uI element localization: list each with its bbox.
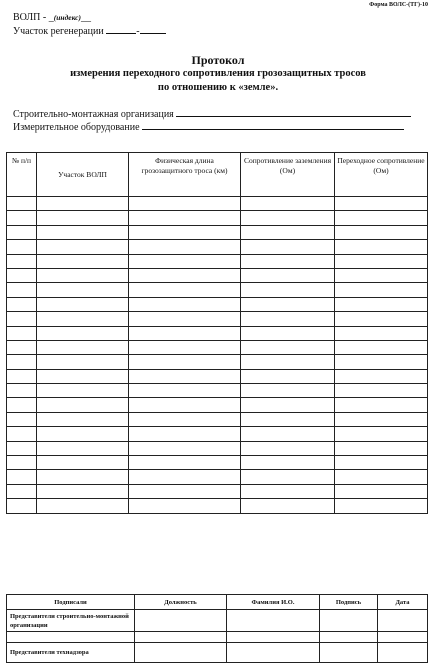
table-cell[interactable] [37,398,129,412]
table-cell[interactable] [335,484,428,498]
sig-cell[interactable] [378,643,428,663]
table-cell[interactable] [7,412,37,426]
equipment-blank[interactable] [142,121,404,130]
table-cell[interactable] [335,197,428,211]
col-header-cable-length: Физическая длина грозозащитного троса (км) [129,153,241,197]
table-cell[interactable] [335,412,428,426]
table-cell[interactable] [7,340,37,354]
table-cell[interactable] [335,384,428,398]
table-cell[interactable] [7,456,37,470]
sig-cell[interactable] [135,610,227,632]
table-cell[interactable] [37,384,129,398]
table-cell[interactable] [37,225,129,239]
table-cell[interactable] [37,240,129,254]
signature-row-contractor [7,610,428,632]
table-cell[interactable] [37,355,129,369]
table-cell[interactable] [129,297,241,311]
signature-row-supervision [7,643,428,663]
organization-field [13,108,411,120]
table-cell[interactable] [129,398,241,412]
document-title: Протокол [191,53,245,67]
table-cell[interactable] [7,398,37,412]
document-subtitle-1: измерения переходного сопротивления грозозащитных тросов [70,68,366,79]
volp-line [13,12,91,23]
col-header-ground-resistance: Сопротивление заземления (Ом) [241,153,335,197]
table-cell[interactable] [241,499,335,513]
table-row [7,499,428,513]
table-cell[interactable] [37,499,129,513]
table-cell[interactable] [129,340,241,354]
table-cell[interactable] [37,197,129,211]
table-cell[interactable] [7,283,37,297]
organization-label: Строительно-монтажная организация [13,109,174,120]
table-cell[interactable] [335,470,428,484]
table-cell[interactable] [129,384,241,398]
table-cell[interactable] [129,441,241,455]
table-cell[interactable] [129,470,241,484]
col-header-transient-resistance: Переходное сопротивление (Ом) [335,153,428,197]
table-row [7,484,428,498]
sig-cell[interactable] [227,610,320,632]
equipment-field [13,121,404,133]
measurement-table-body [7,197,428,514]
table-cell[interactable] [129,326,241,340]
signature-header [7,595,428,610]
sig-header-signature: Подпись [320,595,378,610]
table-cell[interactable] [241,456,335,470]
section-blank-start[interactable] [106,24,136,34]
table-cell[interactable] [241,240,335,254]
form-code: Форма ВОЛС-(ТГ)-10 [369,2,428,8]
sig-cell[interactable] [135,643,227,663]
table-cell[interactable] [7,240,37,254]
table-row [7,312,428,326]
table-cell[interactable] [335,283,428,297]
sig-cell[interactable] [227,632,320,643]
table-cell[interactable] [7,197,37,211]
table-row [7,197,428,211]
table-cell[interactable] [7,211,37,225]
table-cell[interactable] [7,441,37,455]
table-cell[interactable] [241,211,335,225]
table-cell[interactable] [129,499,241,513]
table-cell[interactable] [335,355,428,369]
table-cell[interactable] [335,211,428,225]
table-cell[interactable] [335,499,428,513]
table-cell[interactable] [7,427,37,441]
sig-cell[interactable] [320,632,378,643]
table-cell[interactable] [129,456,241,470]
table-cell[interactable] [335,427,428,441]
table-cell[interactable] [7,268,37,282]
table-cell[interactable] [335,254,428,268]
table-cell[interactable] [241,441,335,455]
table-cell[interactable] [335,456,428,470]
table-row [7,412,428,426]
table-cell[interactable] [241,427,335,441]
table-row [7,211,428,225]
table-row [7,225,428,239]
table-cell[interactable] [241,484,335,498]
volp-prefix: ВОЛП - _ [13,12,54,23]
sig-cell[interactable] [378,632,428,643]
table-cell[interactable] [241,197,335,211]
table-cell[interactable] [7,384,37,398]
table-cell[interactable] [241,225,335,239]
volp-index: (индекс) [53,13,81,22]
table-cell[interactable] [37,312,129,326]
table-cell[interactable] [241,268,335,282]
table-cell[interactable] [129,268,241,282]
table-cell[interactable] [335,240,428,254]
table-cell[interactable] [129,355,241,369]
table-row [7,384,428,398]
section-blank-end[interactable] [140,24,166,34]
table-row [7,297,428,311]
table-cell[interactable] [335,340,428,354]
table-cell[interactable] [335,297,428,311]
table-cell[interactable] [335,225,428,239]
table-cell[interactable] [335,268,428,282]
table-row [7,456,428,470]
table-cell[interactable] [241,369,335,383]
table-row [7,283,428,297]
table-cell[interactable] [7,254,37,268]
table-cell[interactable] [7,484,37,498]
table-cell[interactable] [241,312,335,326]
col-header-section: Участок ВОЛП [37,153,129,197]
document-subtitle-2: по отношению к «земле». [157,82,279,93]
table-cell[interactable] [7,326,37,340]
table-row [7,268,428,282]
sig-cell[interactable] [378,610,428,632]
table-row [7,340,428,354]
table-cell[interactable] [241,340,335,354]
table-cell[interactable] [129,412,241,426]
table-row [7,326,428,340]
sig-row-label-supervision: Представители технадзора [7,643,135,663]
table-cell[interactable] [37,211,129,225]
section-sep: - [136,26,140,37]
table-cell[interactable] [37,297,129,311]
table-cell[interactable] [335,326,428,340]
table-cell[interactable] [129,312,241,326]
equipment-label: Измерительное оборудование [13,122,140,133]
table-cell[interactable] [129,427,241,441]
table-cell[interactable] [241,355,335,369]
signature-row-spacer [7,632,428,643]
signature-table [6,594,428,663]
table-cell[interactable] [241,326,335,340]
measurement-table [6,152,428,514]
table-cell[interactable] [7,369,37,383]
table-cell[interactable] [37,412,129,426]
table-row [7,355,428,369]
table-row [7,369,428,383]
sig-header-name: Фамилия И.О. [227,595,320,610]
table-cell[interactable] [129,283,241,297]
table-row [7,427,428,441]
sig-cell[interactable] [320,643,378,663]
table-cell[interactable] [7,499,37,513]
sig-header-date: Дата [378,595,428,610]
table-cell[interactable] [7,470,37,484]
table-cell[interactable] [37,470,129,484]
table-row [7,240,428,254]
table-cell[interactable] [335,398,428,412]
table-cell[interactable] [37,268,129,282]
table-cell[interactable] [37,484,129,498]
table-cell[interactable] [129,197,241,211]
table-cell[interactable] [7,312,37,326]
sig-header-signed: Подписали [7,595,135,610]
table-cell[interactable] [241,297,335,311]
table-cell[interactable] [241,412,335,426]
table-row [7,254,428,268]
table-cell[interactable] [335,441,428,455]
table-cell[interactable] [37,340,129,354]
volp-suffix: __ [80,12,91,23]
table-cell[interactable] [129,484,241,498]
table-cell[interactable] [7,355,37,369]
organization-blank[interactable] [176,108,411,117]
section-line [13,24,166,37]
table-cell[interactable] [37,369,129,383]
table-cell[interactable] [241,384,335,398]
table-cell[interactable] [129,240,241,254]
sig-cell[interactable] [320,610,378,632]
table-cell[interactable] [37,456,129,470]
table-cell[interactable] [129,225,241,239]
sig-cell[interactable] [7,632,135,643]
sig-row-label-contractor: Представители строительно-монтажной организации [7,610,135,632]
table-cell[interactable] [335,312,428,326]
table-cell[interactable] [241,283,335,297]
table-row [7,441,428,455]
table-cell[interactable] [241,470,335,484]
table-cell[interactable] [37,326,129,340]
section-label: Участок регенерации [13,26,104,37]
table-cell[interactable] [241,254,335,268]
table-cell[interactable] [37,254,129,268]
table-cell[interactable] [37,441,129,455]
table-cell[interactable] [241,398,335,412]
table-cell[interactable] [37,427,129,441]
table-row [7,470,428,484]
sig-header-position: Должность [135,595,227,610]
table-row [7,398,428,412]
sig-cell[interactable] [227,643,320,663]
col-header-number: № п/п [7,153,37,197]
sig-cell[interactable] [135,632,227,643]
table-cell[interactable] [335,369,428,383]
table-cell[interactable] [129,369,241,383]
table-cell[interactable] [37,283,129,297]
table-cell[interactable] [129,211,241,225]
table-cell[interactable] [129,254,241,268]
table-cell[interactable] [7,225,37,239]
table-cell[interactable] [7,297,37,311]
measurement-table-header [7,153,428,197]
